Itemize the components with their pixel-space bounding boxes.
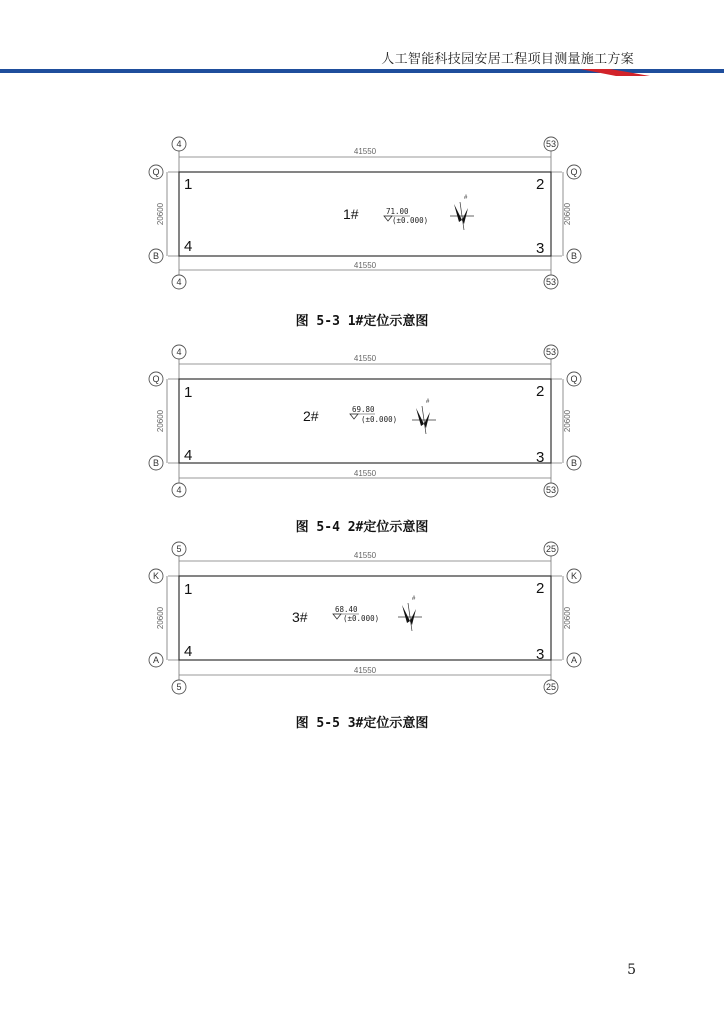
corner-number-1: 1 <box>184 581 193 598</box>
axis-label-bottom-right: B <box>570 458 578 468</box>
axis-label-left-top: 4 <box>176 139 182 149</box>
corner-number-2: 2 <box>536 176 545 193</box>
axis-label-right-bottom: 25 <box>545 682 557 692</box>
width-dimension-bottom: 41550 <box>353 666 377 675</box>
width-dimension-bottom: 41550 <box>353 469 377 478</box>
corner-number-2: 2 <box>536 580 545 597</box>
corner-number-3: 3 <box>536 646 545 663</box>
axis-label-right-top: 53 <box>545 139 557 149</box>
elevation-marker-icon <box>350 414 358 419</box>
datum-value: (±0.000) <box>361 415 398 424</box>
axis-label-right-bottom: 53 <box>545 277 557 287</box>
axis-label-right-top: 25 <box>545 544 557 554</box>
axis-label-top-right: K <box>570 571 578 581</box>
building-label: 2# <box>303 408 319 424</box>
figure-3-caption: 图 5-5 3#定位示意图 <box>295 716 429 731</box>
figure-2-drawing <box>130 340 595 502</box>
height-dimension-right: 20600 <box>563 202 572 226</box>
axis-label-bottom-right: B <box>570 251 578 261</box>
width-dimension-top: 41550 <box>353 354 377 363</box>
elevation-value: 71.00 <box>386 207 409 216</box>
building-outline <box>179 172 551 256</box>
svg-text:#: # <box>412 596 416 602</box>
corner-number-1: 1 <box>184 176 193 193</box>
svg-text:#: # <box>464 195 468 201</box>
axis-label-left-top: 4 <box>176 347 182 357</box>
height-dimension-left: 20600 <box>156 606 165 630</box>
axis-label-top-left: Q <box>152 374 160 384</box>
height-dimension-left: 20600 <box>156 202 165 226</box>
axis-label-left-bottom: 4 <box>176 485 182 495</box>
width-dimension-top: 41550 <box>353 147 377 156</box>
figure-2-caption: 图 5-4 2#定位示意图 <box>295 520 429 535</box>
figure-3-drawing <box>130 537 595 699</box>
corner-number-3: 3 <box>536 449 545 466</box>
corner-number-4: 4 <box>184 447 193 464</box>
axis-label-bottom-left: B <box>152 458 160 468</box>
figure-1-drawing <box>130 132 595 294</box>
height-dimension-right: 20600 <box>563 606 572 630</box>
north-arrow-icon <box>398 596 422 631</box>
corner-number-1: 1 <box>184 384 193 401</box>
axis-label-top-right: Q <box>570 374 578 384</box>
axis-label-top-right: Q <box>570 167 578 177</box>
corner-number-4: 4 <box>184 238 193 255</box>
height-dimension-right: 20600 <box>563 409 572 433</box>
axis-label-top-left: K <box>152 571 160 581</box>
corner-number-3: 3 <box>536 240 545 257</box>
north-arrow-icon <box>412 399 436 434</box>
elevation-marker-icon <box>384 216 392 221</box>
corner-number-4: 4 <box>184 643 193 660</box>
axis-label-left-bottom: 5 <box>176 682 182 692</box>
datum-value: (±0.000) <box>343 614 380 623</box>
width-dimension-bottom: 41550 <box>353 261 377 270</box>
axis-label-left-top: 5 <box>176 544 182 554</box>
axis-label-bottom-left: B <box>152 251 160 261</box>
axis-label-left-bottom: 4 <box>176 277 182 287</box>
north-arrow-icon <box>450 195 474 230</box>
elevation-value: 69.80 <box>352 405 375 414</box>
elevation-value: 68.40 <box>335 605 358 614</box>
header-rule <box>0 64 724 76</box>
height-dimension-left: 20600 <box>156 409 165 433</box>
building-label: 1# <box>343 206 359 222</box>
axis-label-right-top: 53 <box>545 347 557 357</box>
elevation-marker-icon <box>333 614 341 619</box>
page-number: 5 <box>627 962 636 978</box>
axis-label-top-left: Q <box>152 167 160 177</box>
axis-label-right-bottom: 53 <box>545 485 557 495</box>
axis-label-bottom-left: A <box>152 655 160 665</box>
corner-number-2: 2 <box>536 383 545 400</box>
building-label: 3# <box>292 609 308 625</box>
width-dimension-top: 41550 <box>353 551 377 560</box>
figure-1-caption: 图 5-3 1#定位示意图 <box>295 314 429 329</box>
header-title: 人工智能科技园安居工程项目测量施工方案 <box>381 52 634 67</box>
axis-label-bottom-right: A <box>570 655 578 665</box>
svg-text:#: # <box>426 399 430 405</box>
datum-value: (±0.000) <box>392 216 429 225</box>
